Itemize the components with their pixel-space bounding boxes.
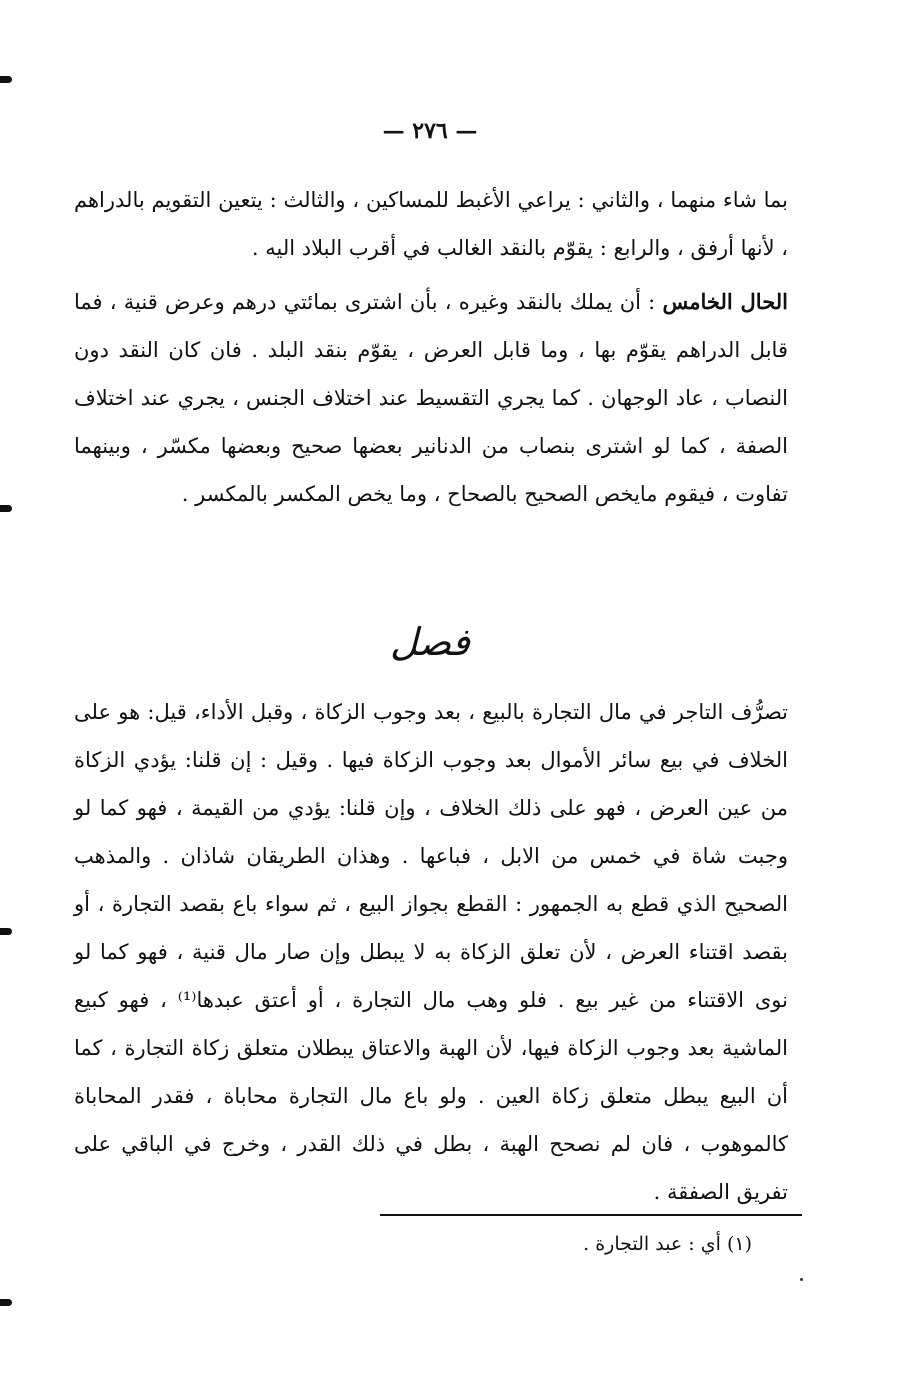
section-heading: فصل bbox=[390, 620, 470, 664]
paragraph-section bbox=[74, 688, 788, 1216]
margin-mark bbox=[0, 76, 12, 83]
margin-mark bbox=[0, 928, 12, 935]
paper-speck bbox=[800, 1278, 803, 1281]
page-number: — ٢٧٦ — bbox=[382, 118, 478, 144]
footnote-divider bbox=[380, 1214, 802, 1216]
section-text: تصرُّف التاجر في مال التجارة بالبيع ، بعد وجوب الزكاة ، وقبل الأداء، قيل: هو على الخلاف في بيع سائر الأموال بعد وجوب الزكاة فيها . وقيل : إن قلنا: يؤدي الزكاة من عين العرض ، فهو على ذلك الخلاف ، وإن قلنا: يؤدي من القيمة ، فهو كما لو وجبت شاة في خمس من الابل ، فباعها . وهذان الطريقان شاذان . والمذهب الصحيح الذي قطع به الجمهور : القطع بجواز البيع ، ثم سواء باع بقصد التجارة ، أو بقصد اقتناء العرض ، لأن تعلق الزكاة به لا يبطل وإن صار مال قنية ، فهو كما لو نوى الاقتناء من غير بيع . فلو وهب مال التجارة ، أو أعتق عبدها⁽¹⁾ ، فهو كبيع الماشية بعد وجوب الزكاة فيها، لأن الهبة والاعتاق يبطلان متعلق زكاة التجارة ، كما أن البيع يبطل متعلق زكاة العين . ولو باع مال التجارة محاباة ، فقدر المحاباة كالموهوب ، فان لم نصحح الهبة ، بطل في ذلك القدر ، وخرج في الباقي على تفريق الصفقة . bbox=[74, 700, 788, 1204]
case-five-text: : أن يملك بالنقد وغيره ، بأن اشترى بمائتي درهم وعرض قنية ، فما قابل الدراهم يقوّم بها ، وما قابل العرض ، يقوّم بنقد البلد . فان كان النقد دون النصاب ، عاد الوجهان . كما يجري التقسيط عند اختلاف الجنس ، يجري عند اختلاف الصفة ، كما لو اشترى بنصاب من الدنانير بعضها صحيح وبعضها مكسّر ، وبينهما تفاوت ، فيقوم مايخص الصحيح بالصحاح ، وما يخص المكسر بالمكسر . bbox=[74, 290, 788, 506]
margin-mark bbox=[0, 505, 12, 512]
margin-mark bbox=[0, 1299, 12, 1306]
case-five-lead: الحال الخامس bbox=[662, 289, 788, 314]
footnote: (١) أي : عبد التجارة . bbox=[583, 1233, 752, 1255]
paragraph-top bbox=[74, 176, 788, 272]
paragraph-case-five bbox=[74, 278, 788, 518]
paragraph-text: بما شاء منهما ، والثاني : يراعي الأغبط للمساكين ، والثالث : يتعين التقويم بالدراهم ، لأنها أرفق ، والرابع : يقوّم بالنقد الغالب في أقرب البلاد اليه . bbox=[74, 188, 788, 260]
